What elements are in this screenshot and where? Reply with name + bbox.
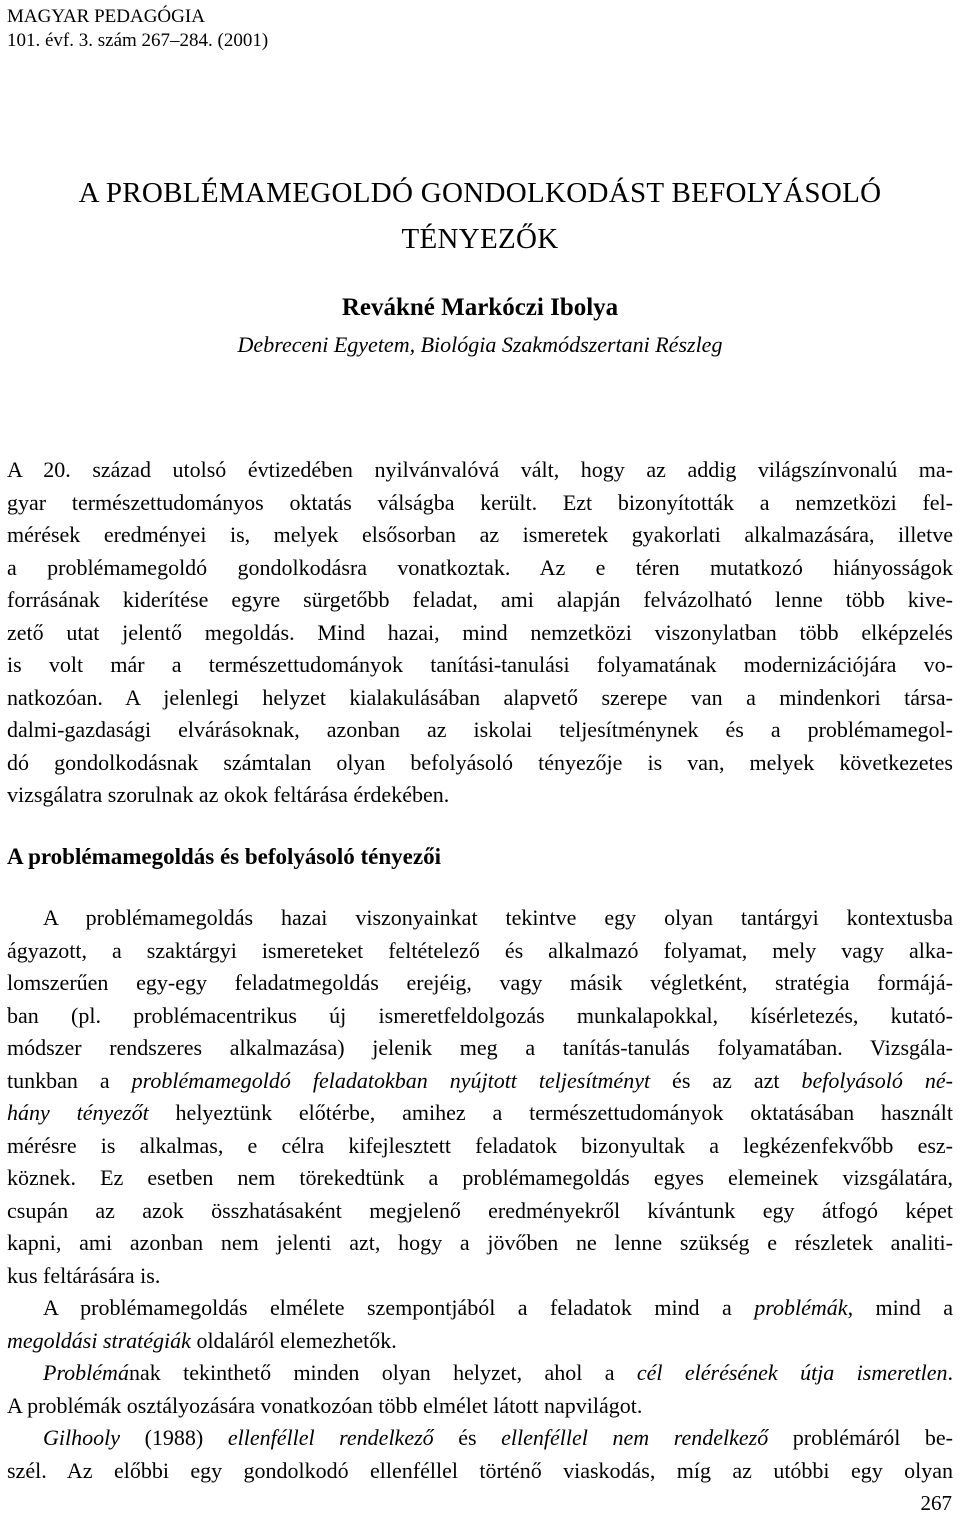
paragraph-line	[7, 1325, 953, 1358]
article-title	[0, 170, 960, 262]
abstract-line: natkozóan. A jelenlegi helyzet kialakulásában alapvető szerepe van a mindenkori társa-	[7, 685, 953, 710]
paragraph-line	[43, 1357, 953, 1390]
paragraph-line	[7, 1065, 953, 1098]
italic-run: Problémá	[43, 1360, 129, 1385]
paragraph-line	[7, 1097, 953, 1130]
paragraph-line: A problémamegoldás hazai viszonyainkat tekintve egy olyan tantárgyi kontextusba	[43, 905, 953, 930]
text-run: A problémamegoldás elmélete szempontjából a feladatok mind a	[43, 1295, 755, 1320]
paragraph-line	[43, 1292, 953, 1325]
abstract-line: gyar természettudományos oktatás válságba került. Ezt bizonyították a nemzetközi fel-	[7, 490, 953, 515]
italic-run: problémamegoldó feladatokban nyújtott teljesítményt	[131, 1068, 651, 1093]
abstract-line: vizsgálatra szorulnak az okok feltárása érdekében.	[7, 782, 450, 807]
text-run: tunkban a	[7, 1068, 132, 1093]
italic-run: Gilhooly	[43, 1425, 120, 1450]
paragraph-line: szél. Az előbbi egy gondolkodó ellenféllel történő viaskodás, míg az utóbbi egy olyan	[7, 1458, 953, 1483]
abstract-line: a problémamegoldó gondolkodásra vonatkoztak. Az e téren mutatkozó hiányosságok	[7, 555, 953, 580]
italic-run: hány tényezőt	[7, 1100, 149, 1125]
italic-run: problémák	[754, 1295, 848, 1320]
text-run: nak tekinthető minden olyan helyzet, ahol a	[128, 1360, 637, 1385]
paragraph-line: módszer rendszeres alkalmazása) jelenik meg a tanítás-tanulás folyamatában. Vizsgála-	[7, 1035, 953, 1060]
abstract-line: zető utat jelentő megoldás. Mind hazai, mind nemzetközi viszonylatban több elképzelés	[7, 620, 953, 645]
author-affiliation: Debreceni Egyetem, Biológia Szakmódszertani Részleg	[237, 332, 723, 357]
italic-run: befolyásoló né-	[801, 1068, 953, 1093]
author-name: Revákné Markóczi Ibolya	[341, 294, 619, 321]
paragraph-line: ágyazott, a szaktárgyi ismereteket feltételező és alkalmazó folyamat, mely vagy alka-	[7, 938, 953, 963]
page-number: 267	[920, 1491, 952, 1515]
abstract-line: dó gondolkodásnak számtalan olyan befolyásoló tényezője is van, melyek következetes	[7, 750, 953, 775]
title-line-1: A PROBLÉMAMEGOLDÓ GONDOLKODÁST BEFOLYÁSOLÓ	[78, 177, 882, 209]
italic-run: megoldási stratégiák	[7, 1328, 191, 1353]
text-run: .	[947, 1360, 953, 1385]
italic-run: ellenféllel nem rendelkező	[501, 1425, 769, 1450]
text-run: és	[433, 1425, 502, 1450]
abstract-line: forrásának kiderítése egyre sürgetőbb feladat, ami alapján felvázolható lenne több kive-	[7, 587, 953, 612]
text-run: és az azt	[650, 1068, 802, 1093]
abstract-line: mérések eredményei is, melyek elsősorban az ismeretek gyakorlati alkalmazására, illetve	[7, 522, 953, 547]
paragraph-line: csupán az azok összhatásaként megjelenő eredményekről kívántunk egy átfogó képet	[7, 1198, 953, 1223]
abstract-line: A 20. század utolsó évtizedében nyilvánvalóvá vált, hogy az addig világszínvonalú ma-	[7, 457, 953, 482]
journal-name: MAGYAR PEDAGÓGIA	[7, 6, 205, 27]
paragraph-line: lomszerűen egy-egy feladatmegoldás erejéig, vagy másik végletként, stratégia formájá-	[7, 970, 953, 995]
italic-run: ellenféllel rendelkező	[227, 1425, 434, 1450]
text-run: , mind a	[847, 1295, 953, 1320]
abstract-line: is volt már a természettudományok tanítási-tanulási folyamatának modernizációjára vo-	[7, 652, 953, 677]
journal-header	[7, 5, 268, 53]
italic-run: cél elérésének útja ismeretlen	[636, 1360, 948, 1385]
text-run: problémáról be-	[768, 1425, 954, 1450]
journal-issue: 101. évf. 3. szám 267–284. (2001)	[7, 30, 269, 51]
paragraph-line: kapni, ami azonban nem jelenti azt, hogy a jövőben ne lenne szükség e részletek analiti-	[7, 1230, 953, 1255]
paragraph-line: A problémák osztályozására vonatkozóan több elmélet látott napvilágot.	[7, 1393, 643, 1418]
paragraph-line	[43, 1422, 953, 1455]
text-run: helyeztünk előtérbe, amihez a természettudományok oktatásában használt	[148, 1100, 953, 1125]
title-line-2: TÉNYEZŐK	[401, 223, 559, 255]
paragraph-line: mérésre is alkalmas, e célra kifejlesztett feladatok bizonyultak a legkézenfekvőbb esz-	[7, 1133, 953, 1158]
text-run: oldaláról elemezhetők.	[190, 1328, 397, 1353]
paragraph-line: kus feltárására is.	[7, 1263, 161, 1288]
paragraph-line: köznek. Ez esetben nem törekedtünk a problémamegoldás egyes elemeinek vizsgálatára,	[7, 1165, 953, 1190]
paragraph-line: ban (pl. problémacentrikus új ismeretfeldolgozás munkalapokkal, kísérletezés, kutató-	[7, 1003, 953, 1028]
section-heading: A problémamegoldás és befolyásoló tényezői	[7, 844, 441, 869]
text-run: (1988)	[120, 1425, 228, 1450]
abstract-line: dalmi-gazdasági elvárásoknak, azonban az iskolai teljesítménynek és a problémamegol-	[7, 717, 953, 742]
